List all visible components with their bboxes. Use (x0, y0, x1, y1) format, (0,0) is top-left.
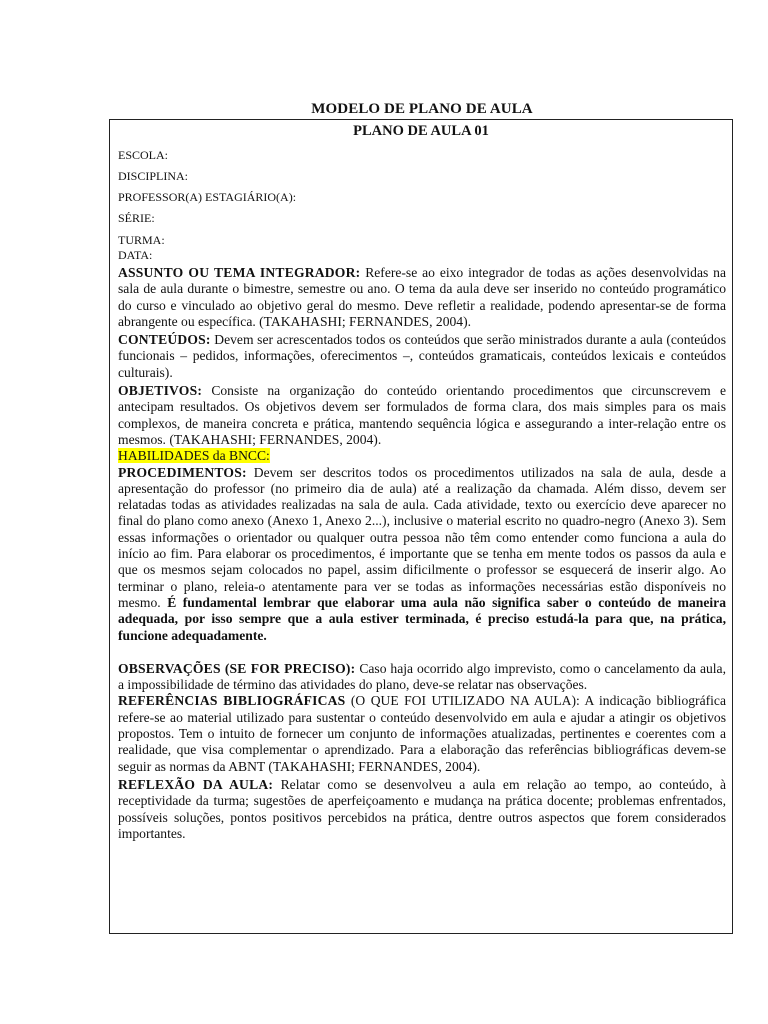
observacoes-label: OBSERVAÇÕES (SE FOR PRECISO): (118, 660, 356, 676)
assunto-text: Refere-se ao eixo integrador de todas as ações desenvolvidas na sala de aula durante o bimestre, semestre ou ano. O tema da aula deve ser inserido no conteúdo programático do curso e vinculado ao objetivo geral do mesmo. Deve refletir a realidade, podendo apresentar-se de forma abrangente ou específica. (TAKAHASHI; FERNANDES, 2004). (118, 265, 726, 329)
field-escola: ESCOLA: (118, 148, 169, 162)
procedimentos-emphasis: É fundamental lembrar que elaborar uma aula não significa saber o conteúdo de maneira adequada, por isso sempre que a aula estiver terminada, é preciso estudá-la para que, na prática, funcione adequadamente. (118, 594, 727, 643)
field-data: DATA: (118, 248, 153, 262)
section-assunto (118, 265, 726, 330)
referencias-text: A indicação bibliográfica refere-se ao material utilizado para sustentar o conteúdo desenvolvido em aula e ajudar a atingir os objetivos propostos. Tem o intuito de fornecer um conjunto de informações atualizadas, pertinentes e coerentes com a realidade, que visa complementar o aprendizado. Para a elaboração das referências bibliográficas devem-se seguir as normas da ABNT (TAKAHASHI; FERNANDES, 2004). (118, 693, 726, 774)
reflexao-text: Relatar como se desenvolveu a aula em relação ao tempo, ao conteúdo, à receptividade da turma; sugestões de aperfeiçoamento e mudança na prática docente; problemas enfrentados, possíveis soluções, pontos positivos percebidos na prática, dentre outros aspectos que forem considerados importantes. (118, 776, 726, 841)
habilidades-label: HABILIDADES da BNCC: (118, 448, 270, 464)
document-title: MODELO DE PLANO DE AULA (311, 101, 533, 117)
plan-content (118, 265, 726, 842)
field-disciplina: DISCIPLINA: (118, 169, 189, 183)
section-referencias (118, 693, 726, 774)
lesson-plan-table (109, 119, 733, 934)
section-objetivos (118, 383, 726, 448)
field-professor: PROFESSOR(A) ESTAGIÁRIO(A): (118, 190, 297, 204)
observacoes-text: Caso haja ocorrido algo imprevisto, como o cancelamento da aula, a impossibilidade de término das atividades do plano, deve-se relatar nas observações. (118, 660, 726, 693)
section-observacoes (118, 661, 726, 694)
section-reflexao (118, 777, 726, 842)
procedimentos-text: Devem ser descritos todos os procedimentos utilizados na sala de aula, desde a apresentação do professor (no primeiro dia de aula) até a realização da chamada. Além disso, devem ser relatadas todas as atividades realizadas na sala de aula. Cada atividade, texto ou exercício deve aparecer no final do plano como anexo (Anexo 1, Anexo 2...), inclusive o material escrito no quadro-negro (Anexo 3). Sem essas informações o orientador ou qualquer outra pessoa não têm como entender como funciona a aula do início ao fim. Para elaborar os procedimentos, é importante que se tenha em mente todos os passos da aula e que os mesmos sejam colocados no papel, assim dificilmente o professor se esquecerá de inserir algo. Ao terminar o plano, releia-o atentamente para ver se todas as informações necessárias estão disponíveis no mesmo. (118, 464, 726, 610)
assunto-label: ASSUNTO OU TEMA INTEGRADOR: (118, 265, 361, 280)
referencias-note: (O QUE FOI UTILIZADO NA AULA): (350, 693, 580, 709)
field-serie: SÉRIE: (118, 211, 155, 225)
objetivos-label: OBJETIVOS: (118, 383, 203, 399)
section-conteudos (118, 332, 726, 381)
plan-title: PLANO DE AULA 01 (353, 123, 489, 139)
field-turma: TURMA: (118, 233, 165, 247)
section-habilidades (118, 448, 726, 464)
conteudos-label: CONTEÚDOS: (118, 332, 211, 348)
section-procedimentos (118, 465, 726, 644)
spacer (118, 644, 726, 661)
procedimentos-label: PROCEDIMENTOS: (118, 464, 247, 480)
referencias-label: REFERÊNCIAS BIBLIOGRÁFICAS (118, 693, 346, 709)
objetivos-text: Consiste na organização do conteúdo orientando procedimentos que circunscrevem e antecipam resultados. Os objetivos devem ser formulados de forma clara, dos mais simples para os mais complexos, de maneira concreta e prática, mantendo sequência lógica e assegurando a inter-relação entre os mesmos. (TAKAHASHI; FERNANDES, 2004). (118, 383, 726, 447)
reflexao-label: REFLEXÃO DA AULA: (118, 776, 274, 792)
conteudos-text: Devem ser acrescentados todos os conteúdos que serão ministrados durante a aula (conteúdos funcionais – pedidos, informações, oferecimentos –, conteúdos gramaticais, conteúdos lexicais e conteúdos culturais). (118, 332, 726, 380)
